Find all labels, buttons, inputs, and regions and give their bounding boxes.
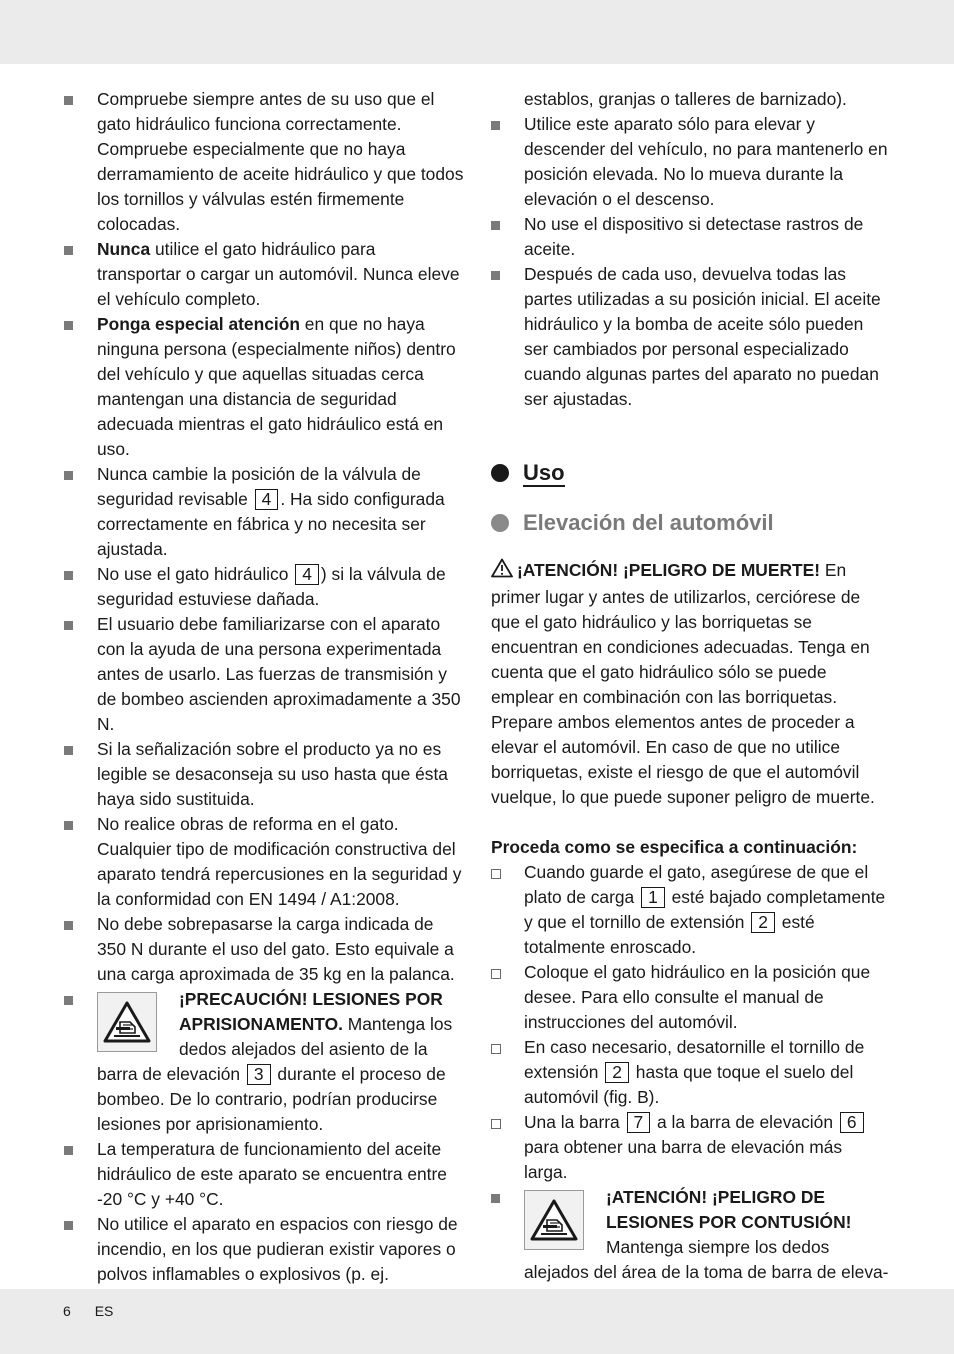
step-item: Cuando guarde el gato, asegúrese de que el plato de carga 1 esté bajado completamente y que el tornillo de extensión 2 esté totalmente enroscado. [491, 860, 889, 960]
part-number: 1 [641, 887, 665, 908]
step-item: En caso necesario, desatornille el tornillo de extensión 2 hasta que toque el suelo del automóvil (fig. B). [491, 1035, 889, 1110]
pinch-warning: ¡PRECAUCIÓN! LESIONES POR APRISIONAMENTO. Mantenga los dedos alejados del asiento de la barra de elevación 3 durante el proceso de bombeo. De lo contrario, podrían producirse lesiones por aprisionamiento. [64, 987, 464, 1137]
checkbox-square-icon [491, 1044, 501, 1054]
part-number: 2 [605, 1062, 629, 1083]
checkbox-square-icon [491, 1119, 501, 1129]
part-number: 4 [255, 489, 279, 510]
square-bullet-icon [64, 996, 73, 1005]
square-bullet-icon [491, 221, 500, 230]
part-number: 2 [751, 912, 775, 933]
list-item-continuation: establos, granjas o talleres de barnizado). [524, 89, 847, 109]
section-heading-elevacion: Elevación del automóvil [491, 508, 889, 538]
page-footer [63, 1299, 133, 1324]
list-item: Utilice este aparato sólo para elevar y descender del vehículo, no para mantenerlo en posición elevada. No lo mueva durante la elevación o el descenso. [491, 112, 889, 212]
list-item: La temperatura de funcionamiento del aceite hidráulico de este aparato se encuentra entre -20 °C y +40 °C. [64, 1137, 464, 1212]
contusion-warning: ¡ATENCIÓN! ¡PELIGRO DE LESIONES POR CONTUSIÓN! Mantenga siempre los dedos alejados del área de la toma de barra de eleva- [491, 1185, 889, 1285]
checkbox-square-icon [491, 869, 501, 879]
list-item: Después de cada uso, devuelva todas las partes utilizadas a su posición inicial. El aceite hidráulico y la bomba de aceite sólo pueden ser cambiados por personal especializado cuando algunas partes del aparato no puedan ser ajustadas. [491, 262, 889, 412]
page-number: 6 [63, 1303, 71, 1319]
square-bullet-icon [64, 746, 73, 755]
list-item: El usuario debe familiarizarse con el aparato con la ayuda de una persona experimentada antes de usarlo. Las fuerzas de transmisión y de bombeo ascienden aproximadamente a 350 N. [64, 612, 464, 737]
list-item: Nunca cambie la posición de la válvula de seguridad revisable 4 . Ha sido configurada correctamente en fábrica y no necesita ser ajustada. [64, 462, 464, 562]
square-bullet-icon [64, 246, 73, 255]
square-bullet-icon [64, 1146, 73, 1155]
section-heading-uso: Uso [491, 458, 889, 488]
part-number: 7 [627, 1112, 651, 1133]
procedure-steps [491, 860, 889, 1285]
danger-paragraph: ¡ATENCIÓN! ¡PELIGRO DE MUERTE! En primer lugar y antes de utilizarlos, cerciórese de que el gato hidráulico y las borriquetas se encuentran en condiciones adecuadas. Tenga en cuenta que el gato hidráulico sólo se puede emplear en combinación con las borriquetas. Prepare ambos elementos antes de proceder a elevar el automóvil. En caso de que no utilice borriquetas, existe el riesgo de que el automóvil vuelque, lo que puede suponer peligro de muerte. [491, 560, 875, 807]
header-band [0, 0, 954, 64]
procedure-heading: Proceda como se especifica a continuación: [491, 837, 858, 857]
part-number: 6 [840, 1112, 864, 1133]
step-item: Una la barra 7 a la barra de elevación 6 para obtener una barra de elevación más larga. [491, 1110, 889, 1185]
list-item: No realice obras de reforma en el gato. Cualquier tipo de modificación constructiva del aparato tendrá repercusiones en la seguridad y la conformidad con EN 1494 / A1:2008. [64, 812, 464, 912]
square-bullet-icon [64, 571, 73, 580]
safety-list-right [491, 87, 889, 412]
list-item: No use el gato hidráulico 4 ) si la válvula de seguridad estuviese dañada. [64, 562, 464, 612]
list-item: Nunca utilice el gato hidráulico para transportar o cargar un automóvil. Nunca eleve el vehículo completo. [64, 237, 464, 312]
square-bullet-icon [64, 921, 73, 930]
checkbox-square-icon [491, 969, 501, 979]
list-item: Compruebe siempre antes de su uso que el gato hidráulico funciona correctamente. Compruebe especialmente que no haya derramamiento de aceite hidráulico y que todos los tornillos y válvulas estén firmemente colocadas. [64, 87, 464, 237]
square-bullet-icon [64, 1221, 73, 1230]
square-bullet-icon [64, 821, 73, 830]
square-bullet-icon [491, 1194, 500, 1203]
hand-crush-warning-icon [97, 992, 157, 1052]
square-bullet-icon [64, 321, 73, 330]
hand-crush-warning-icon [524, 1190, 584, 1250]
square-bullet-icon [64, 621, 73, 630]
warning-triangle-icon [491, 558, 513, 585]
list-item: No debe sobrepasarse la carga indicada de 350 N durante el uso del gato. Esto equivale a una carga aproximada de 35 kg en la palanca. [64, 912, 464, 987]
part-number: 3 [247, 1064, 271, 1085]
list-item: No use el dispositivo si detectase rastros de aceite. [491, 212, 889, 262]
list-item: Ponga especial atención en que no haya ninguna persona (especialmente niños) dentro del vehículo y que aquellas situadas cerca mantengan una distancia de seguridad adecuada mientras el gato hidráulico está en uso. [64, 312, 464, 462]
left-column [64, 87, 464, 1287]
safety-list-left [64, 87, 464, 1287]
language-code: ES [94, 1303, 114, 1319]
square-bullet-icon [64, 96, 73, 105]
square-bullet-icon [491, 121, 500, 130]
list-item: No utilice el aparato en espacios con riesgo de incendio, en los que pudieran existir vapores o polvos inflamables o explosivos (p. ej. [64, 1212, 464, 1287]
right-column [491, 87, 889, 1285]
part-number: 4 [295, 564, 319, 585]
square-bullet-icon [64, 471, 73, 480]
list-item: Si la señalización sobre el producto ya no es legible se desaconseja su uso hasta que ésta haya sido sustituida. [64, 737, 464, 812]
black-dot-icon [491, 464, 509, 482]
step-item: Coloque el gato hidráulico en la posición que desee. Para ello consulte el manual de instrucciones del automóvil. [491, 960, 889, 1035]
footer-band [0, 1289, 954, 1354]
square-bullet-icon [491, 271, 500, 280]
grey-dot-icon [491, 514, 509, 532]
